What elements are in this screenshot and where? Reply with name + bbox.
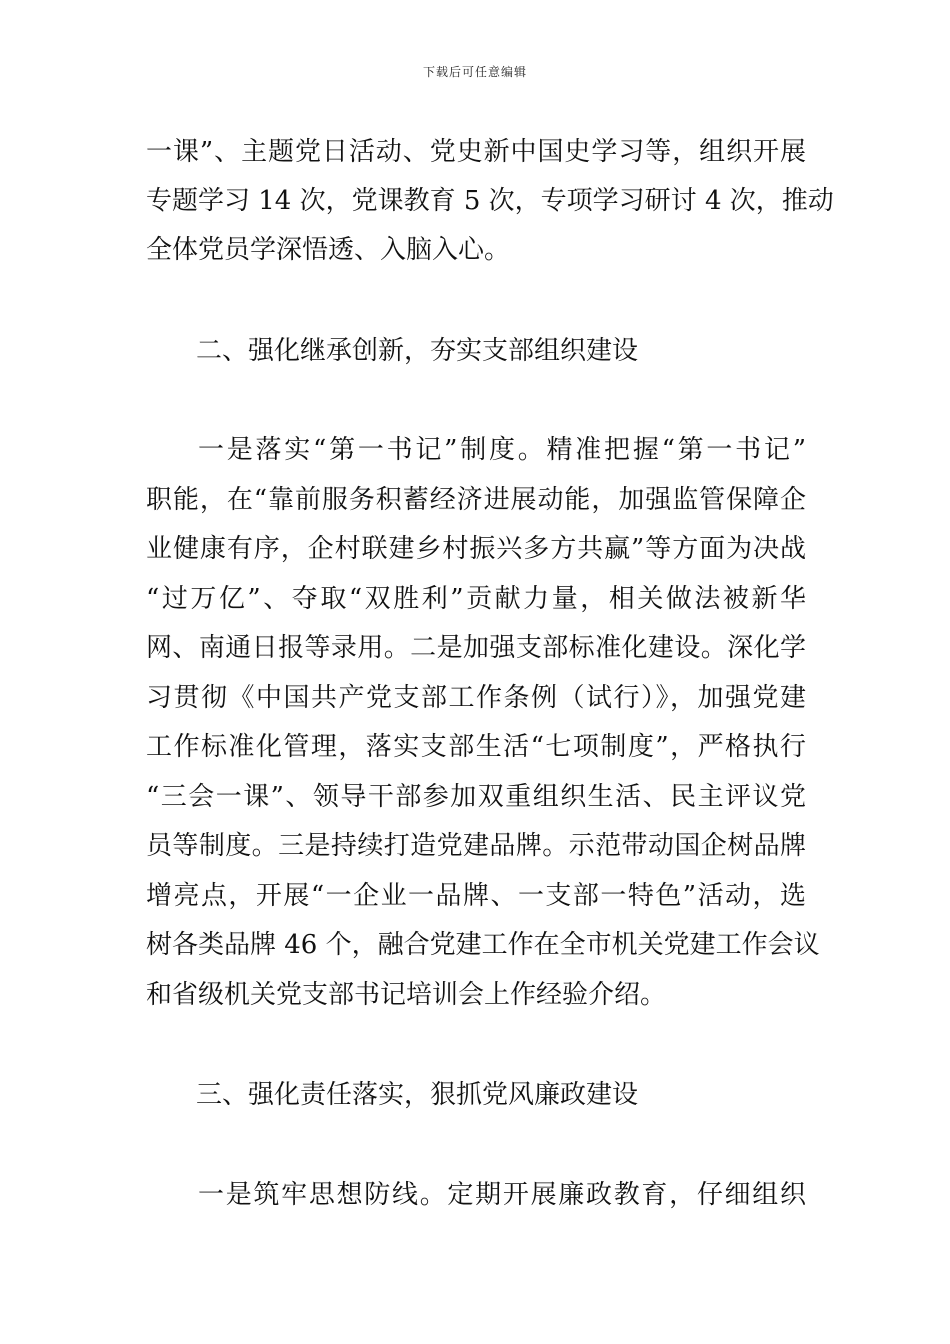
paragraph-line: 习贯彻《中国共产党支部工作条例（试行）》，加强党建 (146, 683, 806, 713)
paragraph-line: “三会一课”、领导干部参加双重组织生活、民主评议党 (146, 782, 806, 812)
section-heading: 三、强化责任落实，狠抓党风廉政建设 (196, 1080, 639, 1110)
paragraph-line: 员等制度。三是持续打造党建品牌。示范带动国企树品牌 (146, 831, 806, 861)
paragraph-line: “过万亿”、夺取“双胜利”贡献力量，相关做法被新华 (146, 584, 806, 614)
paragraph-line: 工作标准化管理，落实支部生活“七项制度”，严格执行 (146, 732, 806, 762)
paragraph-line: 职能，在“靠前服务积蓄经济进展动能，加强监管保障企 (146, 485, 806, 515)
paragraph-line: 一是落实“第一书记”制度。精准把握“第一书记” (198, 435, 806, 465)
paragraph-line: 业健康有序，企村联建乡村振兴多方共赢”等方面为决战 (146, 534, 806, 564)
paragraph-line: 网、南通日报等录用。二是加强支部标准化建设。深化学 (146, 633, 806, 663)
paragraph-line: 专题学习 14 次，党课教育 5 次，专项学习研讨 4 次，推动 (146, 186, 834, 216)
section-heading: 二、强化继承创新，夯实支部组织建设 (196, 336, 639, 366)
paragraph-line: 增亮点，开展“一企业一品牌、一支部一特色”活动，选 (146, 881, 806, 911)
paragraph-line: 和省级机关党支部书记培训会上作经验介绍。 (146, 980, 667, 1010)
paragraph-line: 全体党员学深悟透、入脑入心。 (146, 235, 511, 265)
paragraph-line: 一课”、主题党日活动、党史新中国史学习等，组织开展 (146, 137, 806, 167)
page-header: 下载后可任意编辑 (422, 65, 527, 79)
paragraph-line: 一是筑牢思想防线。定期开展廉政教育，仔细组织 (198, 1180, 806, 1210)
paragraph-line: 树各类品牌 46 个，融合党建工作在全市机关党建工作会议 (146, 930, 820, 960)
